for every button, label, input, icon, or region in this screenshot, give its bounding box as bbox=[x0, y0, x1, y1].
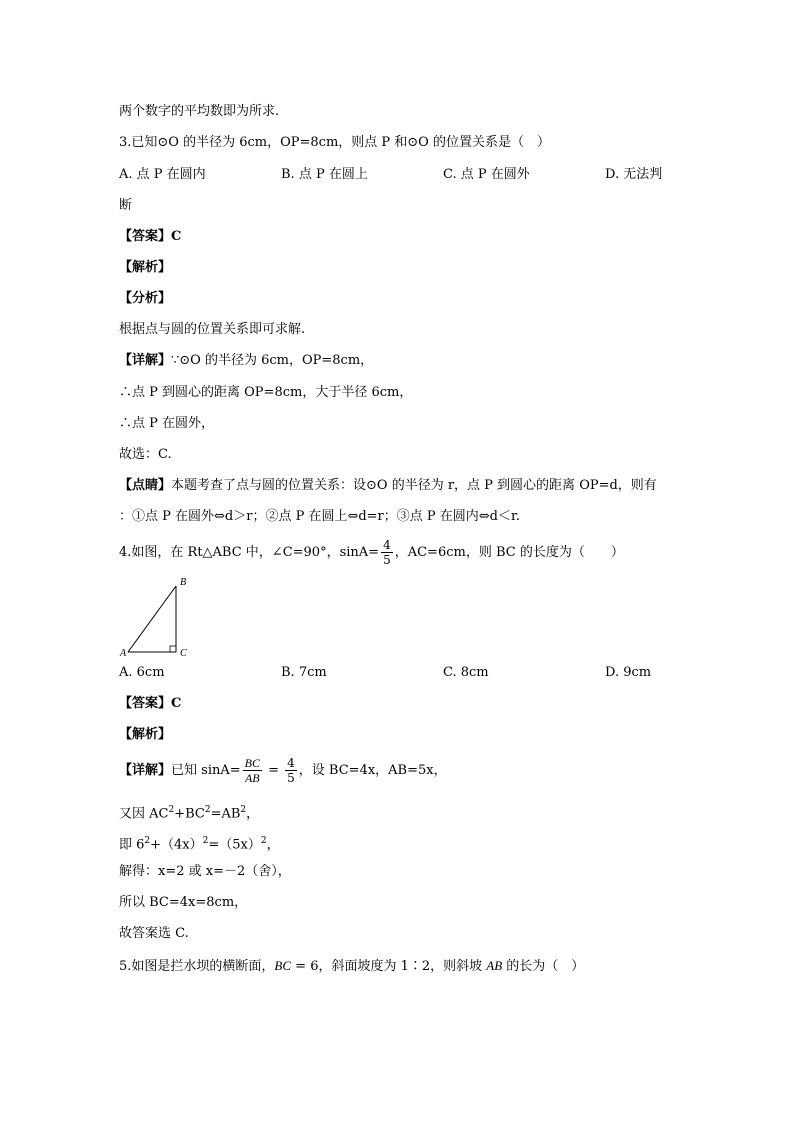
q4-option-b: B. 7cm bbox=[281, 665, 327, 680]
intro-text: 两个数字的平均数即为所求. bbox=[119, 104, 280, 119]
side-ab bbox=[128, 586, 176, 652]
q4-frac-num: 4 bbox=[383, 538, 391, 552]
q4-detail bbox=[119, 754, 447, 788]
q3-comment bbox=[119, 477, 657, 495]
q4-frac2-num: 4 bbox=[287, 756, 295, 770]
q4-stem-fraction bbox=[381, 538, 393, 567]
q4-line-5: 所以 BC=4x=8cm， bbox=[119, 895, 248, 910]
q3-option-c: C. 点 P 在圆外 bbox=[443, 167, 530, 182]
q4-l3-sup2: 2 bbox=[202, 836, 209, 846]
q4-answer: 【答案】C bbox=[119, 696, 182, 711]
q4-detail-label: 【详解】 bbox=[119, 763, 172, 778]
q4-frac-den: 5 bbox=[383, 553, 391, 567]
vertex-label-a: A bbox=[120, 648, 127, 659]
q3-fenxi-text: 根据点与圆的位置关系即可求解. bbox=[119, 322, 306, 337]
q3-comment-line-2: ：①点 P 在圆外⇔d＞r；②点 P 在圆上⇔d=r；③点 P 在圆内⇔d＜r. bbox=[119, 509, 520, 524]
q3-stem: 3.已知⊙O 的半径为 6cm，OP=8cm，则点 P 和⊙O 的位置关系是（ ） bbox=[119, 135, 550, 150]
q3-fenxi-heading: 【分析】 bbox=[119, 291, 172, 306]
q3-detail-text: ∵⊙O 的半径为 6cm，OP=8cm， bbox=[171, 353, 374, 368]
q4-detail-part-a: 已知 sinA= bbox=[171, 763, 241, 778]
q3-step-2: ∴点 P 到圆心的距离 OP=8cm，大于半径 6cm， bbox=[119, 385, 413, 400]
q3-option-d: D. 无法判 bbox=[605, 167, 663, 182]
q4-l2-d: ， bbox=[246, 806, 260, 822]
q3-option-d-wrap: 断 bbox=[119, 198, 133, 213]
q4-frac1-den: AB bbox=[244, 771, 260, 785]
q4-option-d: D. 9cm bbox=[605, 665, 652, 680]
q4-line-2 bbox=[119, 801, 259, 823]
q4-line-6: 故答案选 C. bbox=[119, 926, 189, 941]
q3-option-a: A. 点 P 在圆内 bbox=[119, 167, 206, 182]
q3-step-3: ∴点 P 在圆外， bbox=[119, 416, 215, 431]
triangle-diagram bbox=[112, 572, 202, 662]
q4-analysis-heading: 【解析】 bbox=[119, 727, 172, 742]
q4-stem bbox=[119, 537, 624, 569]
q4-line-4: 解得：x=2 或 x=－2（舍）， bbox=[119, 864, 291, 879]
q4-l3-a: 即 6 bbox=[119, 837, 145, 853]
q4-option-a: A. 6cm bbox=[119, 665, 165, 680]
q4-frac1-num: BC bbox=[244, 756, 260, 770]
q3-comment-text: 本题考查了点与圆的位置关系：设⊙O 的半径为 r，点 P 到圆心的距离 OP=d，则有 bbox=[171, 478, 657, 493]
q3-analysis-heading: 【解析】 bbox=[119, 260, 172, 275]
q5-stem-a: 5.如图是拦水坝的横断面， bbox=[119, 959, 275, 974]
q4-option-c: C. 8cm bbox=[443, 665, 489, 680]
q4-l2-sup3: 2 bbox=[240, 805, 247, 815]
q3-step-4: 故选：C. bbox=[119, 447, 172, 462]
q4-l2-sup2: 2 bbox=[204, 805, 211, 815]
q4-l3-sup3: 2 bbox=[260, 836, 267, 846]
q5-stem-bc: BC bbox=[274, 958, 292, 973]
q5-stem-b: = 6，斜面坡度为 1∶2，则斜坡 bbox=[291, 959, 487, 974]
q5-stem-ab: AB bbox=[486, 958, 503, 973]
q4-l2-c: =AB bbox=[210, 806, 241, 822]
right-angle-mark bbox=[170, 646, 176, 652]
q5-stem-c: 的长为（ ） bbox=[502, 959, 585, 974]
q4-equals: = bbox=[263, 763, 284, 778]
q3-option-b: B. 点 P 在圆上 bbox=[281, 167, 368, 182]
q4-fraction-bc-ab bbox=[243, 756, 262, 785]
q3-answer: 【答案】C bbox=[119, 229, 182, 244]
q4-l3-c: =（5x） bbox=[208, 837, 261, 853]
q4-l2-a: 又因 AC bbox=[119, 806, 169, 822]
q3-detail bbox=[119, 352, 373, 370]
q4-fraction-4-5 bbox=[285, 756, 297, 785]
q3-detail-label: 【详解】 bbox=[119, 353, 172, 368]
q4-detail-part-b: ，设 BC=4x，AB=5x， bbox=[298, 763, 447, 778]
q4-stem-part-b: ，AC=6cm，则 BC 的长度为（ ） bbox=[394, 545, 624, 560]
vertex-label-b: B bbox=[180, 577, 187, 588]
q4-stem-part-a: 4.如图，在 Rt△ABC 中，∠C=90°，sinA= bbox=[119, 545, 380, 560]
q4-frac2-den: 5 bbox=[287, 771, 295, 785]
q4-l3-sup1: 2 bbox=[144, 836, 151, 846]
q4-l3-d: ， bbox=[266, 837, 280, 853]
q4-l2-b: +BC bbox=[174, 806, 205, 822]
q4-line-3 bbox=[119, 832, 280, 854]
vertex-label-c: C bbox=[180, 648, 187, 659]
q5-stem bbox=[119, 957, 584, 976]
q3-comment-label: 【点睛】 bbox=[119, 478, 172, 493]
q4-l3-b: +（4x） bbox=[150, 837, 203, 853]
q4-l2-sup1: 2 bbox=[168, 805, 175, 815]
